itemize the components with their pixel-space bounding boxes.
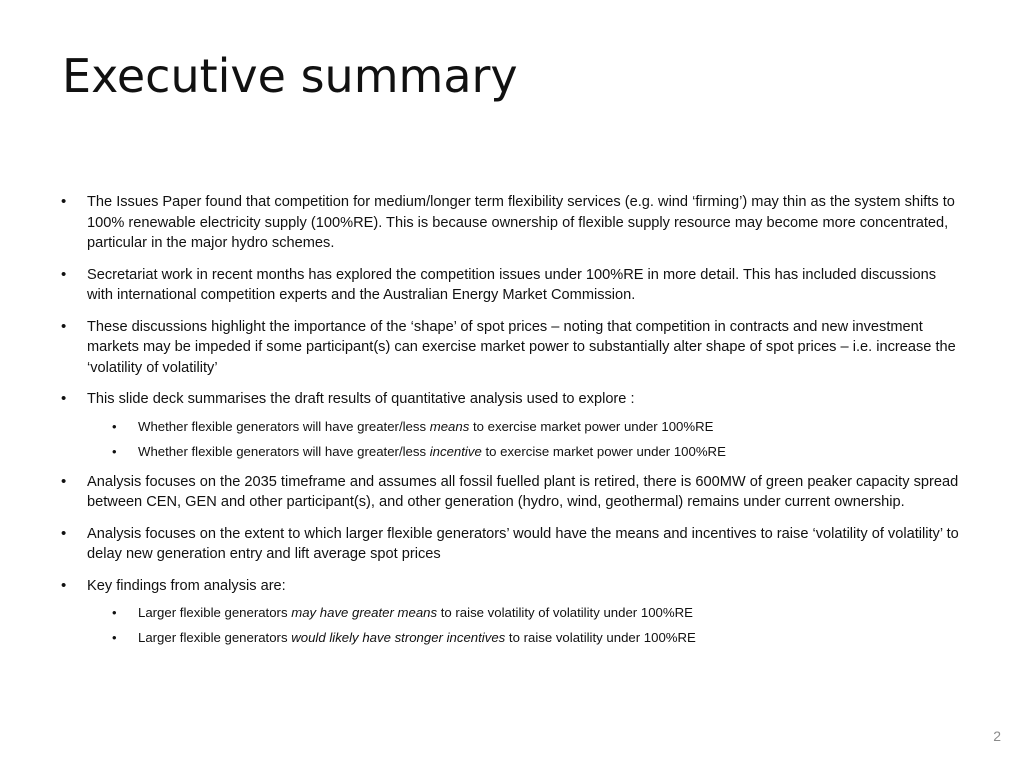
- sub-bullet-emphasis: would likely have stronger incentives: [291, 630, 506, 645]
- sub-bullet-marker: •: [112, 418, 117, 434]
- bullet-marker: •: [61, 472, 67, 490]
- bullet-text: The Issues Paper found that competition for medium/longer term flexibility services (e.g. wind ‘firming’) may thin as the system shifts to 100% renewable electricity supply (100%RE). This is because ownership of flexible supply resource may become more concentrated, particular in the major hydro schemes.: [87, 194, 955, 251]
- bullet-text: Key findings from analysis are:: [87, 577, 286, 594]
- sub-bullet-item: [87, 443, 962, 461]
- sub-bullet-text-end: to raise volatility under 100%RE: [505, 630, 696, 645]
- sub-bullet-item: [87, 418, 962, 436]
- sub-bullet-text-start: Whether flexible generators will have greater/less: [138, 443, 430, 459]
- bullet-text: Secretariat work in recent months has explored the competition issues under 100%RE in more detail. This has included discussions with international competition experts and the Australian Energy Market Commission.: [87, 266, 937, 303]
- sub-bullet-item: [87, 604, 962, 622]
- bullet-item: [62, 265, 962, 306]
- sub-bullet-marker: •: [112, 443, 117, 459]
- sub-bullet-text-start: Larger flexible generators: [138, 630, 292, 645]
- bullet-item: [62, 524, 962, 565]
- bullet-text: Analysis focuses on the extent to which larger flexible generators’ would have the means and incentives to raise ‘volatility of volatility’ to delay new generation entry and lift average spot prices: [87, 525, 959, 562]
- sub-bullet-emphasis: means: [429, 418, 470, 434]
- bullet-marker: •: [61, 193, 67, 210]
- sub-bullet-text-end: to raise volatility of volatility under 100%RE: [437, 605, 693, 620]
- bullet-marker: •: [61, 576, 67, 594]
- bullet-text: These discussions highlight the importance of the ‘shape’ of spot prices – noting that competition in contracts and new investment markets may be impeded if some participant(s) can exercise market power to substantially alter shape of spot prices – i.e. increase the ‘volatility of volatility’: [87, 318, 956, 376]
- bullet-marker: •: [61, 265, 67, 283]
- bullet-list: [62, 192, 962, 658]
- sub-bullet-text-end: to exercise market power under 100%RE: [481, 443, 726, 459]
- bullet-text: This slide deck summarises the draft results of quantitative analysis used to explore :: [87, 391, 635, 407]
- sub-bullet-list: [87, 604, 962, 647]
- bullet-item: [62, 317, 962, 379]
- bullet-marker: •: [61, 317, 67, 335]
- bullet-item: [62, 192, 962, 254]
- sub-bullet-emphasis: incentive: [429, 443, 482, 459]
- bullet-item: [62, 576, 962, 648]
- sub-bullet-text-start: Whether flexible generators will have greater/less: [138, 418, 430, 434]
- sub-bullet-text-end: to exercise market power under 100%RE: [469, 418, 714, 434]
- slide-title: Executive summary: [62, 49, 518, 103]
- sub-bullet-text-start: Larger flexible generators: [138, 605, 292, 620]
- sub-bullet-marker: •: [112, 605, 117, 620]
- page-number: 2: [993, 728, 1001, 744]
- sub-bullet-list: [87, 418, 962, 461]
- bullet-text: Analysis focuses on the 2035 timeframe and assumes all fossil fuelled plant is retired, there is 600MW of green peaker capacity spread between CEN, GEN and other participant(s), and other generation (hydro, wind, geothermal) remains under current ownership.: [87, 473, 959, 510]
- bullet-marker: •: [61, 390, 67, 407]
- sub-bullet-emphasis: may have greater means: [291, 605, 438, 620]
- bullet-marker: •: [61, 524, 67, 542]
- sub-bullet-item: [87, 629, 962, 647]
- bullet-item: [62, 472, 962, 513]
- sub-bullet-marker: •: [112, 630, 117, 645]
- bullet-item: [62, 389, 962, 461]
